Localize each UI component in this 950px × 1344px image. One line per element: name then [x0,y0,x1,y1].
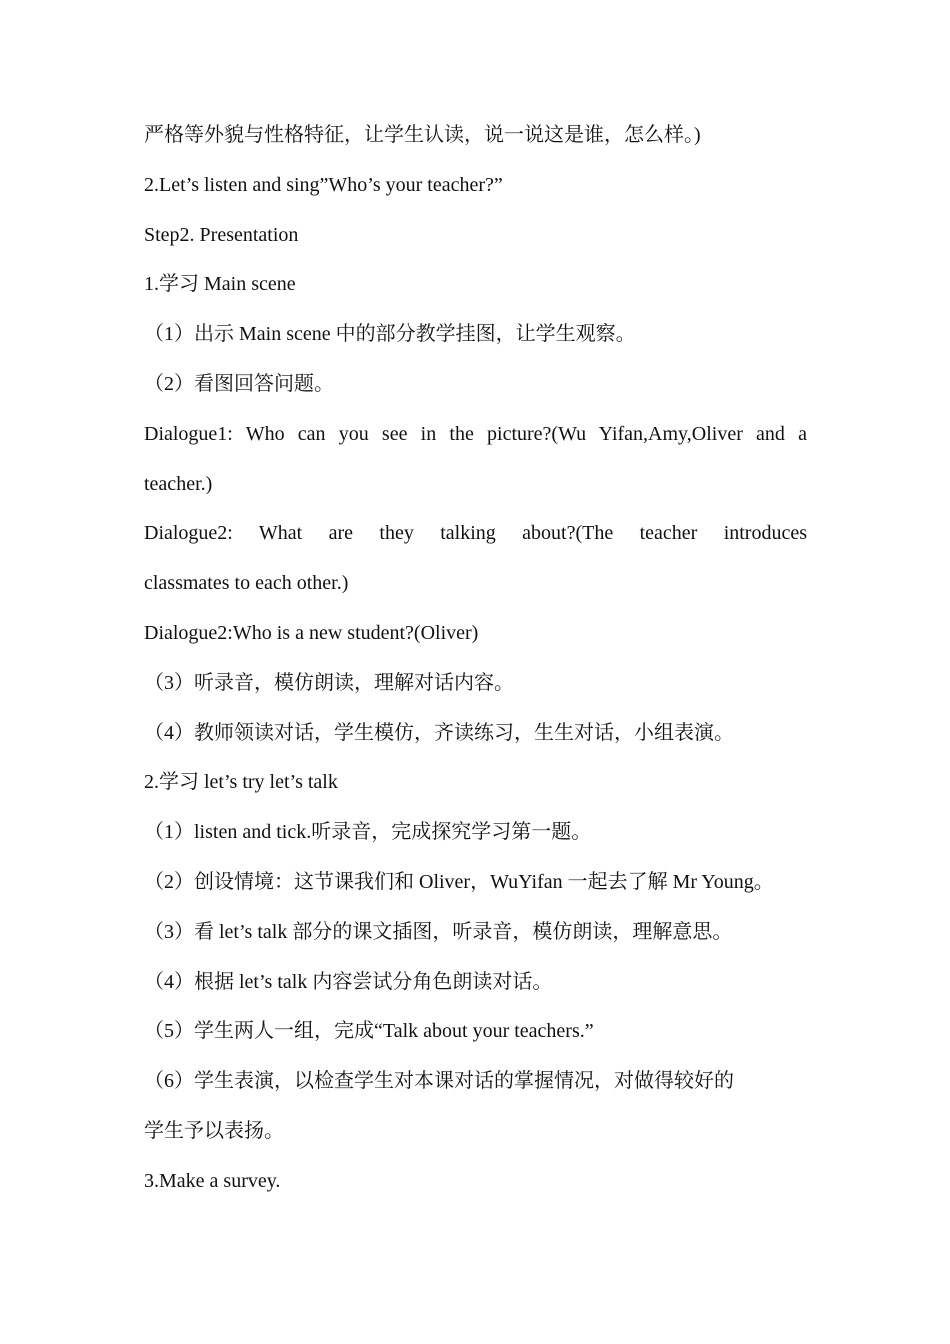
list-item-9: （5）学生两人一组，完成“Talk about your teachers.” [144,1020,594,1043]
list-item-3: （3）听录音，模仿朗读，理解对话内容。 [144,671,514,694]
dialogue-3: Dialogue2:Who is a new student?(Oliver) [144,621,479,644]
list-item-4: （4）教师领读对话，学生模仿，齐读练习，生生对话，小组表演。 [144,721,734,744]
text-line-2: 2.Let’s listen and sing”Who’s your teacher?” [144,173,503,196]
list-item-10-line-1: （6）学生表演，以检查学生对本课对话的掌握情况，对做得较好的 [144,1070,734,1093]
document-body [144,117,807,1213]
dialogue-1-line-1: Dialogue1: Who can you see in the picture?(Wu Yifan,Amy,Oliver and a [144,422,807,445]
list-item-5: （1）listen and tick.听录音，完成探究学习第一题。 [144,821,592,844]
dialogue-1-line-2: teacher.) [144,472,213,495]
list-item-6: （2）创设情境：这节课我们和 Oliver，WuYifan 一起去了解 Mr Young。 [144,870,774,893]
subsection-heading-main-scene: 1.学习 Main scene [144,273,296,296]
subsection-heading-survey: 3.Make a survey. [144,1169,281,1192]
text-line-1: 严格等外貌与性格特征，让学生认读，说一说这是谁，怎么样。) [144,124,701,146]
list-item-1: （1）出示 Main scene 中的部分教学挂图，让学生观察。 [144,323,636,346]
list-item-10-line-2: 学生予以表扬。 [144,1119,284,1142]
subsection-heading-lets-try: 2.学习 let’s try let’s talk [144,771,338,794]
dialogue-2-line-2: classmates to each other.) [144,572,349,595]
list-item-2: （2）看图回答问题。 [144,372,334,395]
section-heading-step2: Step2. Presentation [144,223,299,246]
dialogue-2-line-1: Dialogue2: What are they talking about?(The teacher introduces [144,522,807,545]
list-item-7: （3）看 let’s talk 部分的课文插图，听录音，模仿朗读，理解意思。 [144,920,733,943]
list-item-8: （4）根据 let’s talk 内容尝试分角色朗读对话。 [144,970,553,993]
